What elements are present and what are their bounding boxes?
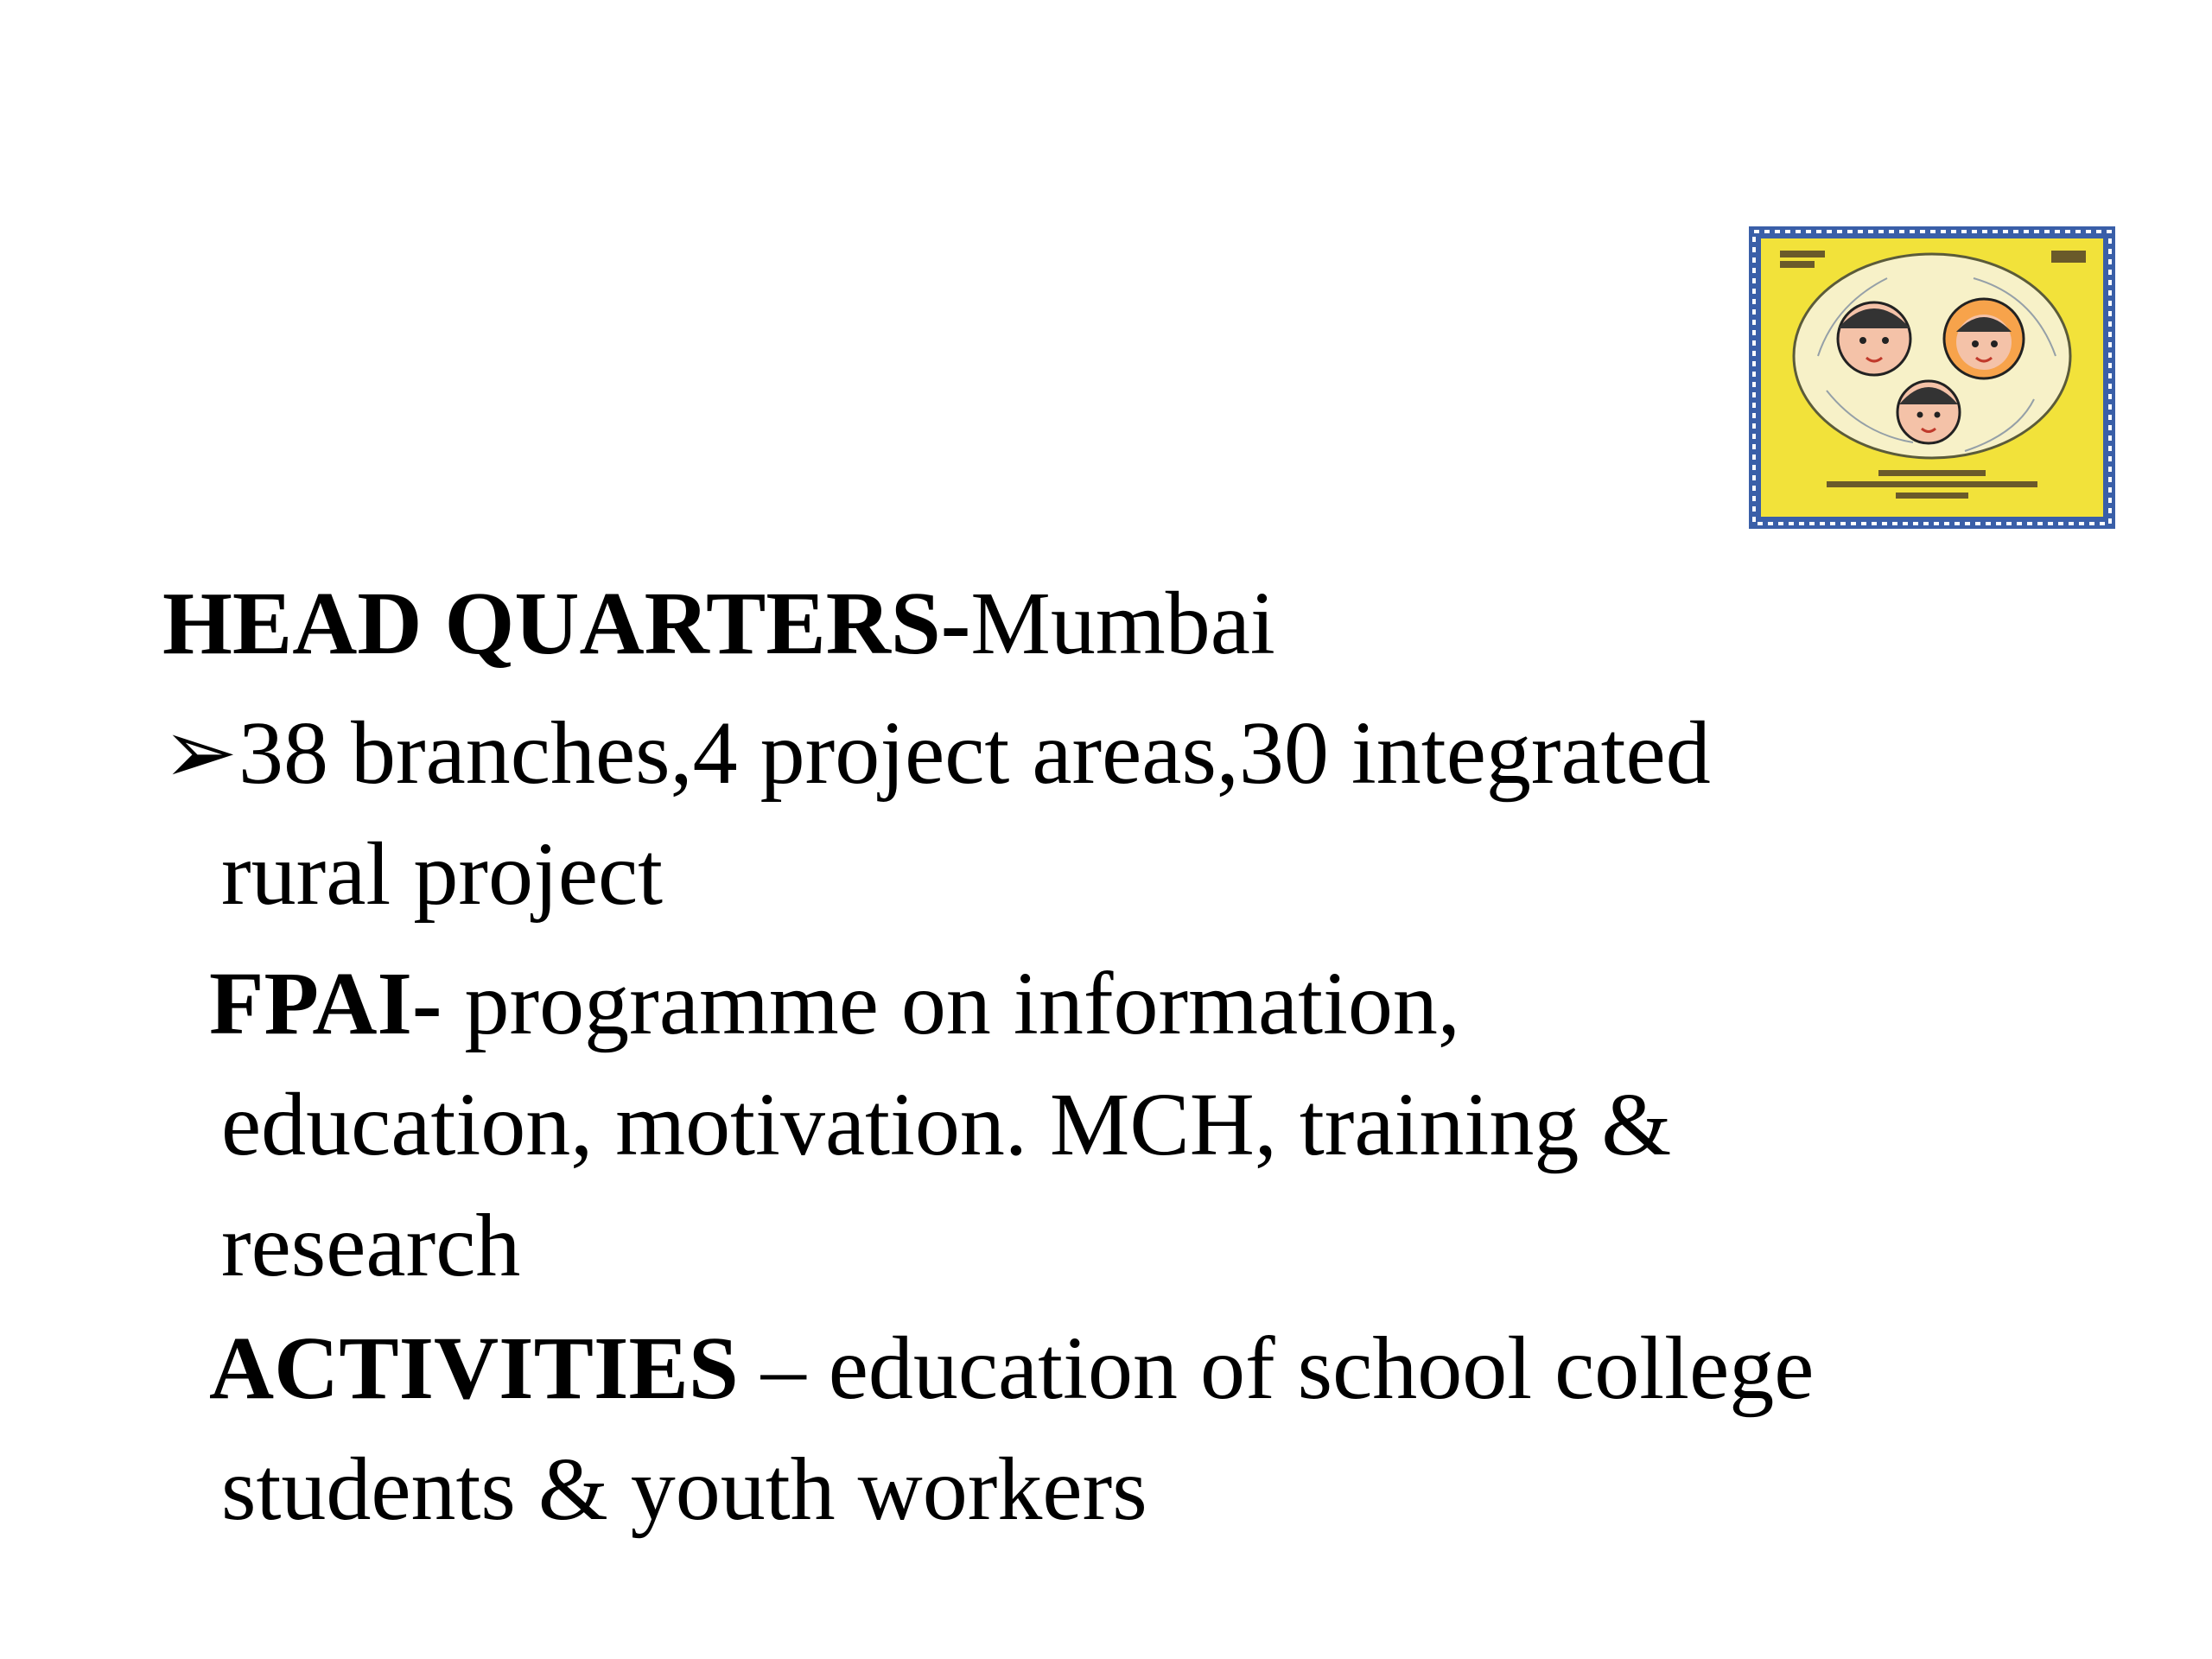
fpai-text-1: programme on information,	[442, 954, 1460, 1053]
branches-text-2: rural project	[221, 824, 664, 924]
branches-bullet-line-1	[162, 703, 1711, 803]
head-quarters-label: HEAD QUARTERS-	[162, 574, 971, 673]
arrow-bullet-icon: ➢	[162, 703, 238, 803]
face-left	[1838, 302, 1910, 375]
activities-label: ACTIVITIES	[209, 1319, 739, 1418]
face-child	[1897, 381, 1960, 443]
activities-text-1: – education of school college	[738, 1319, 1815, 1418]
head-quarters-line	[162, 574, 1275, 673]
fpai-text-3: research	[221, 1196, 521, 1295]
activities-line-1	[209, 1319, 1815, 1418]
fpai-label: FPAI-	[209, 954, 442, 1053]
branches-text-1: 38 branches,4 project areas,30 integrated	[238, 703, 1711, 803]
face-right	[1944, 299, 2024, 378]
head-quarters-value: Mumbai	[970, 574, 1275, 673]
activities-text-2: students & youth workers	[221, 1440, 1147, 1539]
fpai-text-2: education, motivation. MCH, training &	[221, 1075, 1672, 1174]
fpai-line-1	[209, 954, 1460, 1053]
fpai-stamp-image	[1749, 226, 2115, 529]
